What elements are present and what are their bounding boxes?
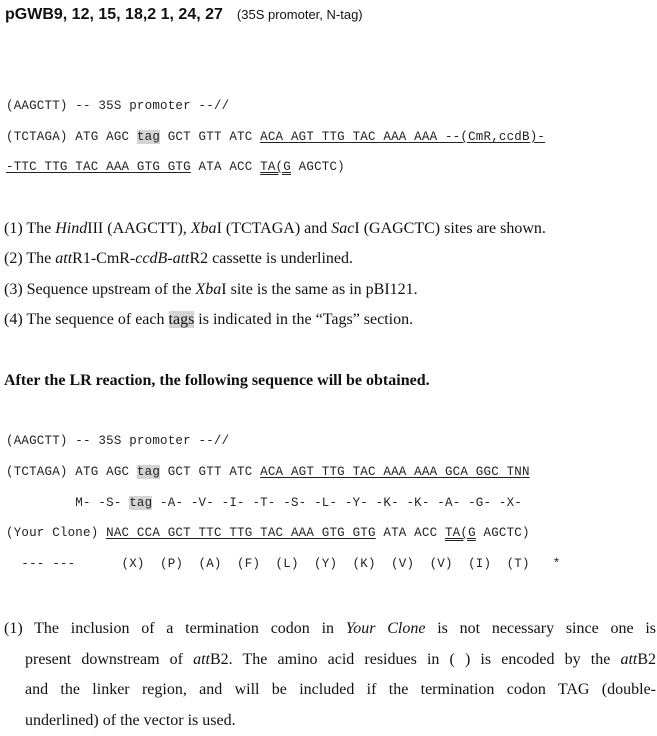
seq-after-line3 xyxy=(6,496,522,510)
after-note-line3: and the linker region, and will be included if the termination codon TAG (double- xyxy=(4,675,656,706)
after-notes xyxy=(4,614,656,736)
cassette-underlined: ACA AGT TTG TAC AAA AAA --(CmR,ccdB)- xyxy=(260,130,545,144)
note-3: (3) Sequence upstream of the XbaI site is the same as in pBI121. xyxy=(4,281,418,299)
tag-highlight: tag xyxy=(129,496,152,510)
amino-acid-text: -A- -V- -I- -T- -S- -L- -Y- -K- -K- -A- -G- -X- xyxy=(152,496,522,510)
seq-before-line2 xyxy=(6,130,545,144)
after-note-line4: underlined) of the vector is used. xyxy=(4,706,656,736)
seq-text: ATA ACC xyxy=(376,526,445,540)
attb1-underlined: ACA AGT TTG TAC AAA AAA GCA GGC TNN xyxy=(260,465,530,479)
stop-codon: TA(G xyxy=(445,526,476,540)
tag-highlight: tag xyxy=(137,130,160,144)
tags-highlight: tags xyxy=(169,311,195,328)
note-1: (1) The HindIII (AAGCTT), XbaI (TCTAGA) and SacI (GAGCTC) sites are shown. xyxy=(4,220,546,238)
seq-text: (TCTAGA) ATG AGC xyxy=(6,465,137,479)
stop-codon: TA(G xyxy=(260,160,291,174)
page-title xyxy=(5,6,363,24)
tag-highlight: tag xyxy=(137,465,160,479)
seq-before-line3 xyxy=(6,160,345,174)
after-note-line1: (1) The inclusion of a termination codon in Your Clone is not necessary since one is xyxy=(4,614,656,645)
seq-text: (TCTAGA) ATG AGC xyxy=(6,130,137,144)
seq-after-line1: (AAGCTT) -- 35S promoter --// xyxy=(6,434,229,448)
attb2-underlined: NAC CCA GCT TTC TTG TAC AAA GTG GTG xyxy=(106,526,376,540)
note-4: (4) The sequence of each tags is indicated in the “Tags” section. xyxy=(4,311,413,329)
seq-text: AGCTC) xyxy=(291,160,345,174)
note-2: (2) The attR1-CmR-ccdB-attR2 cassette is underlined. xyxy=(4,250,353,268)
seq-after-line4 xyxy=(6,526,530,540)
after-lr-heading: After the LR reaction, the following sequence will be obtained. xyxy=(4,372,430,390)
seq-after-line2 xyxy=(6,465,530,479)
seq-before-line1: (AAGCTT) -- 35S promoter --// xyxy=(6,99,229,113)
seq-after-line5: --- --- (X) (P) (A) (F) (L) (Y) (K) (V) (V) (I) (T) * xyxy=(6,557,561,571)
seq-text: AGCTC) xyxy=(476,526,530,540)
seq-text: GCT GTT ATC xyxy=(160,130,260,144)
your-clone-label: (Your Clone) xyxy=(6,526,106,540)
seq-text: ATA ACC xyxy=(191,160,260,174)
after-note-line2: present downstream of attB2. The amino acid residues in ( ) is encoded by the attB2 xyxy=(4,645,656,676)
seq-text: GCT GTT ATC xyxy=(160,465,260,479)
vector-list: pGWB9, 12, 15, 18,2 1, 24, 27 xyxy=(5,6,223,23)
vector-note: (35S promoter, N-tag) xyxy=(237,7,363,22)
cassette-underlined: -TTC TTG TAC AAA GTG GTG xyxy=(6,160,191,174)
seq-text: M- -S- xyxy=(6,496,129,510)
